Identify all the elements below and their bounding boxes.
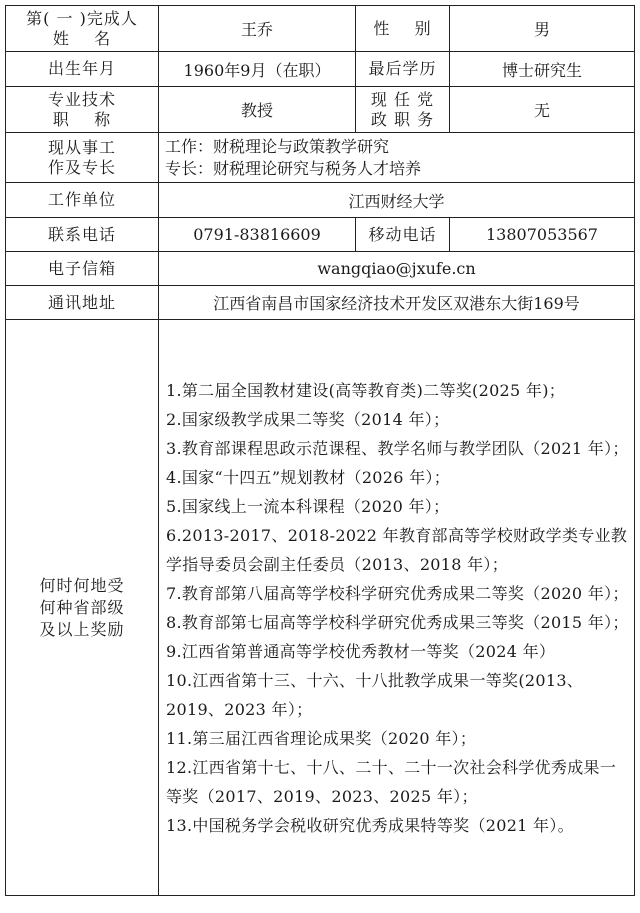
row-name bbox=[6, 6, 635, 52]
gender-value: 男 bbox=[450, 6, 635, 52]
row-birth bbox=[6, 52, 635, 87]
work-value-cell bbox=[159, 133, 635, 183]
name-label-line1: 第( 一 )完成人 bbox=[26, 8, 138, 28]
title-label-cell bbox=[6, 87, 159, 133]
award-item: 2.国家级教学成果二等奖（2014 年）； bbox=[166, 409, 450, 429]
row-awards bbox=[6, 320, 635, 896]
title-label-line1: 专业技术 bbox=[47, 89, 116, 109]
party-label-line2: 政 职 务 bbox=[370, 109, 435, 129]
row-work bbox=[6, 133, 635, 183]
award-item: 4.国家“十四五”规划教材（2026 年）； bbox=[166, 467, 451, 487]
party-label-line1: 现 任 党 bbox=[370, 89, 435, 109]
award-item: 9.江西省第普通高等学校优秀教材一等奖（2024 年） bbox=[166, 641, 556, 661]
award-item: 8.教育部第七届高等学校科学研究优秀成果三等奖（2015 年）； bbox=[166, 612, 629, 632]
email-label: 电子信箱 bbox=[6, 252, 159, 286]
degree-value: 博士研究生 bbox=[450, 52, 635, 87]
gender-label: 性 别 bbox=[356, 6, 450, 52]
awards-label-line3: 及以上奖励 bbox=[39, 619, 125, 639]
award-item: 1.第二届全国教材建设(高等教育类)二等奖(2025 年)； bbox=[166, 380, 566, 400]
award-item: 6.2013-2017、2018-2022 年教育部高等学校财政学类专业教学指导委员会副主任委员（2013、2018 年）； bbox=[166, 525, 628, 574]
award-item: 5.国家线上一流本科课程（2020 年）； bbox=[166, 496, 450, 516]
birth-value: 1960年9月（在职） bbox=[159, 52, 356, 87]
party-value: 无 bbox=[450, 87, 635, 133]
award-item: 10.江西省第十三、十六、十八批教学成果一等奖(2013、2019、2023 年）； bbox=[166, 670, 584, 719]
specialty-field: 专长：财税理论研究与税务人才培养 bbox=[165, 158, 422, 178]
award-item: 11.第三届江西省理论成果奖（2020 年）； bbox=[166, 728, 477, 748]
address-value: 江西省南昌市国家经济技术开发区双港东大街169号 bbox=[159, 286, 635, 320]
row-email bbox=[6, 252, 635, 286]
award-item: 12.江西省第十七、十八、二十、二十一次社会科学优秀成果一等奖（2017、2019、2023、2025 年）； bbox=[166, 757, 617, 806]
award-item: 13.中国税务学会税收研究优秀成果特等奖（2021 年）。 bbox=[166, 815, 574, 835]
work-label-line2: 作及专长 bbox=[47, 157, 116, 177]
work-field: 工作：财税理论与政策教学研究 bbox=[165, 136, 390, 156]
name-label-line2: 姓 名 bbox=[52, 28, 112, 48]
unit-value: 江西财经大学 bbox=[159, 183, 635, 218]
mobile-value: 13807053567 bbox=[450, 218, 635, 252]
birth-label: 出生年月 bbox=[6, 52, 159, 87]
mobile-label: 移动电话 bbox=[356, 218, 450, 252]
name-label-cell bbox=[6, 6, 159, 52]
work-label-cell bbox=[6, 133, 159, 183]
email-value: wangqiao@jxufe.cn bbox=[159, 252, 635, 286]
row-address bbox=[6, 286, 635, 320]
row-title bbox=[6, 87, 635, 133]
phone-label: 联系电话 bbox=[6, 218, 159, 252]
title-label-line2: 职 称 bbox=[52, 109, 112, 129]
unit-label: 工作单位 bbox=[6, 183, 159, 218]
award-item: 3.教育部课程思政示范课程、教学名师与教学团队（2021 年）； bbox=[166, 438, 629, 458]
award-item: 7.教育部第八届高等学校科学研究优秀成果二等奖（2020 年）； bbox=[166, 583, 629, 603]
phone-value: 0791-83816609 bbox=[159, 218, 356, 252]
applicant-info-table bbox=[5, 5, 635, 896]
awards-label-line2: 何种省部级 bbox=[39, 597, 125, 617]
row-unit bbox=[6, 183, 635, 218]
work-label-line1: 现从事工 bbox=[47, 137, 116, 157]
name-value: 王乔 bbox=[159, 6, 356, 52]
awards-label-line1: 何时何地受 bbox=[39, 575, 125, 595]
awards-label-cell bbox=[6, 320, 159, 896]
address-label: 通讯地址 bbox=[6, 286, 159, 320]
title-value: 教授 bbox=[159, 87, 356, 133]
party-label-cell bbox=[356, 87, 450, 133]
awards-list bbox=[159, 320, 635, 896]
degree-label: 最后学历 bbox=[356, 52, 450, 87]
row-phone bbox=[6, 218, 635, 252]
